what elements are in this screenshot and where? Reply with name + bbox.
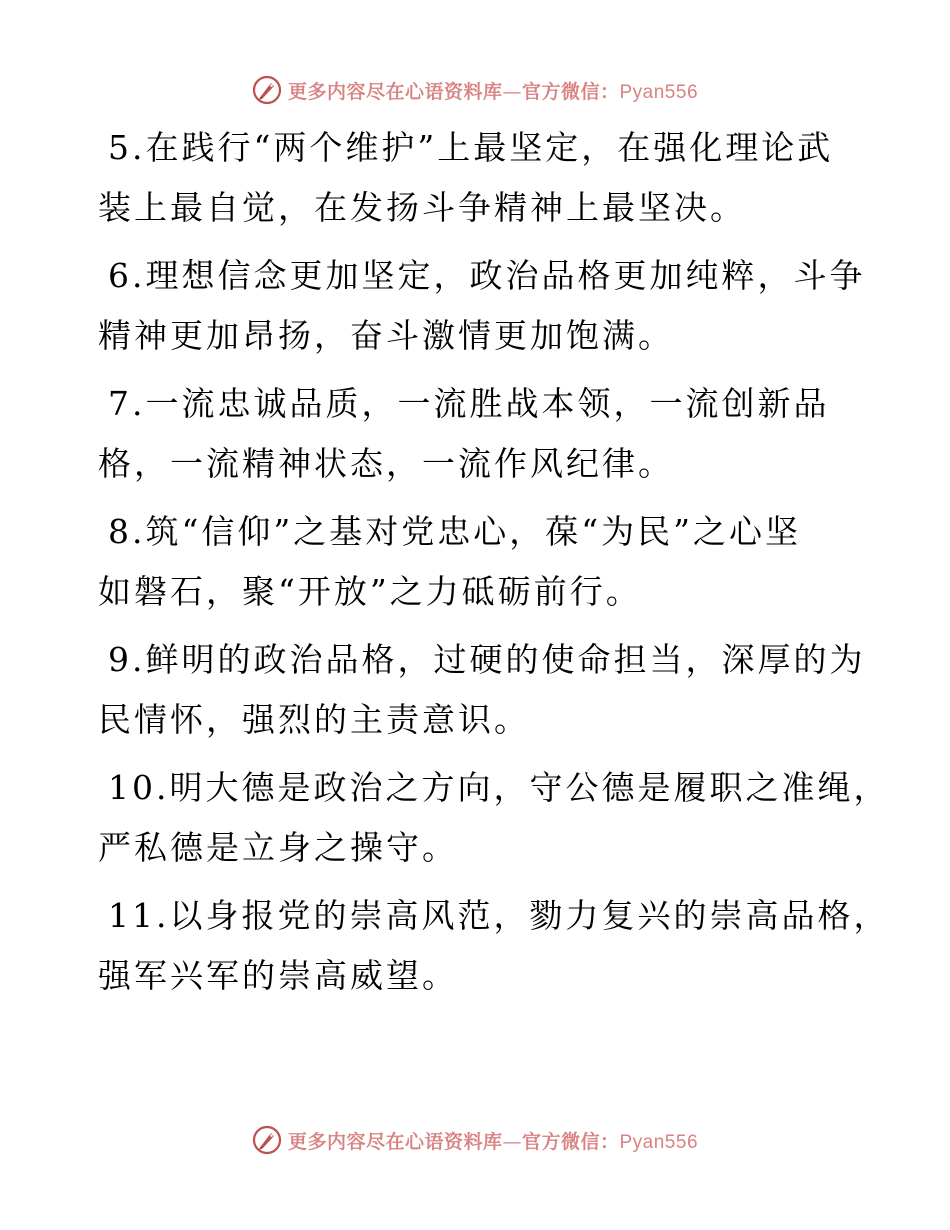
item-number: 8.: [108, 512, 146, 551]
item-text: 在践行“两个维护”上最坚定，在强化理论武: [145, 128, 834, 167]
item-text: 筑“信仰”之基对党忠心，葆“为民”之心坚: [145, 512, 801, 551]
banner-wechat-id: Pyan556: [619, 81, 699, 103]
footer-banner: [0, 1120, 950, 1160]
list-item-line: [98, 118, 838, 178]
banner-text: [288, 1127, 698, 1154]
list-item-10: [98, 758, 890, 878]
list-item-7: [98, 374, 838, 494]
banner-separator: —: [502, 1130, 522, 1153]
banner-label: 官方微信：: [521, 1130, 620, 1153]
list-item-line: 如磐石，聚“开放”之力砥砺前行。: [98, 572, 642, 611]
item-number: 5.: [108, 128, 146, 167]
banner-label: 官方微信：: [521, 80, 620, 103]
list-item-8: [98, 502, 838, 622]
item-text: 一流忠诚品质，一流胜战本领，一流创新品: [145, 384, 830, 423]
banner-separator: —: [502, 80, 522, 103]
pen-nib-icon: [252, 75, 282, 105]
banner-wechat-id: Pyan556: [619, 1131, 699, 1153]
banner-main: 更多内容尽在心语资料库: [287, 80, 503, 103]
list-item-line: [98, 502, 838, 562]
item-number: 6.: [108, 256, 146, 295]
item-number: 10.: [108, 768, 170, 807]
item-text: 以身报党的崇高风范，勠力复兴的崇高品格，: [169, 896, 890, 935]
list-item-line: 强军兴军的崇高威望。: [98, 956, 458, 995]
list-item-line: 精神更加昂扬，奋斗激情更加饱满。: [98, 316, 674, 355]
pen-nib-icon: [252, 1125, 282, 1155]
list-item-line: [98, 374, 838, 434]
item-number: 11.: [108, 896, 170, 935]
banner-main: 更多内容尽在心语资料库: [287, 1130, 503, 1153]
list-item-line: [98, 246, 866, 306]
item-number: 9.: [108, 640, 146, 679]
list-item-line: 装上最自觉，在发扬斗争精神上最坚决。: [98, 188, 746, 227]
banner-text: [288, 77, 698, 104]
list-item-6: [98, 246, 866, 366]
header-banner: [0, 70, 950, 110]
list-item-line: 民情怀，强烈的主责意识。: [98, 700, 530, 739]
list-item-line: [98, 758, 890, 818]
list-item-5: [98, 118, 838, 238]
item-text: 理想信念更加坚定，政治品格更加纯粹，斗争: [145, 256, 866, 295]
list-item-line: [98, 886, 890, 946]
list-item-line: 格，一流精神状态，一流作风纪律。: [98, 444, 674, 483]
document-body: [98, 118, 890, 1014]
list-item-11: [98, 886, 890, 1006]
list-item-line: [98, 630, 866, 690]
item-text: 明大德是政治之方向，守公德是履职之准绳，: [169, 768, 890, 807]
item-number: 7.: [108, 384, 146, 423]
list-item-line: 严私德是立身之操守。: [98, 828, 458, 867]
item-text: 鲜明的政治品格，过硬的使命担当，深厚的为: [145, 640, 866, 679]
list-item-9: [98, 630, 866, 750]
